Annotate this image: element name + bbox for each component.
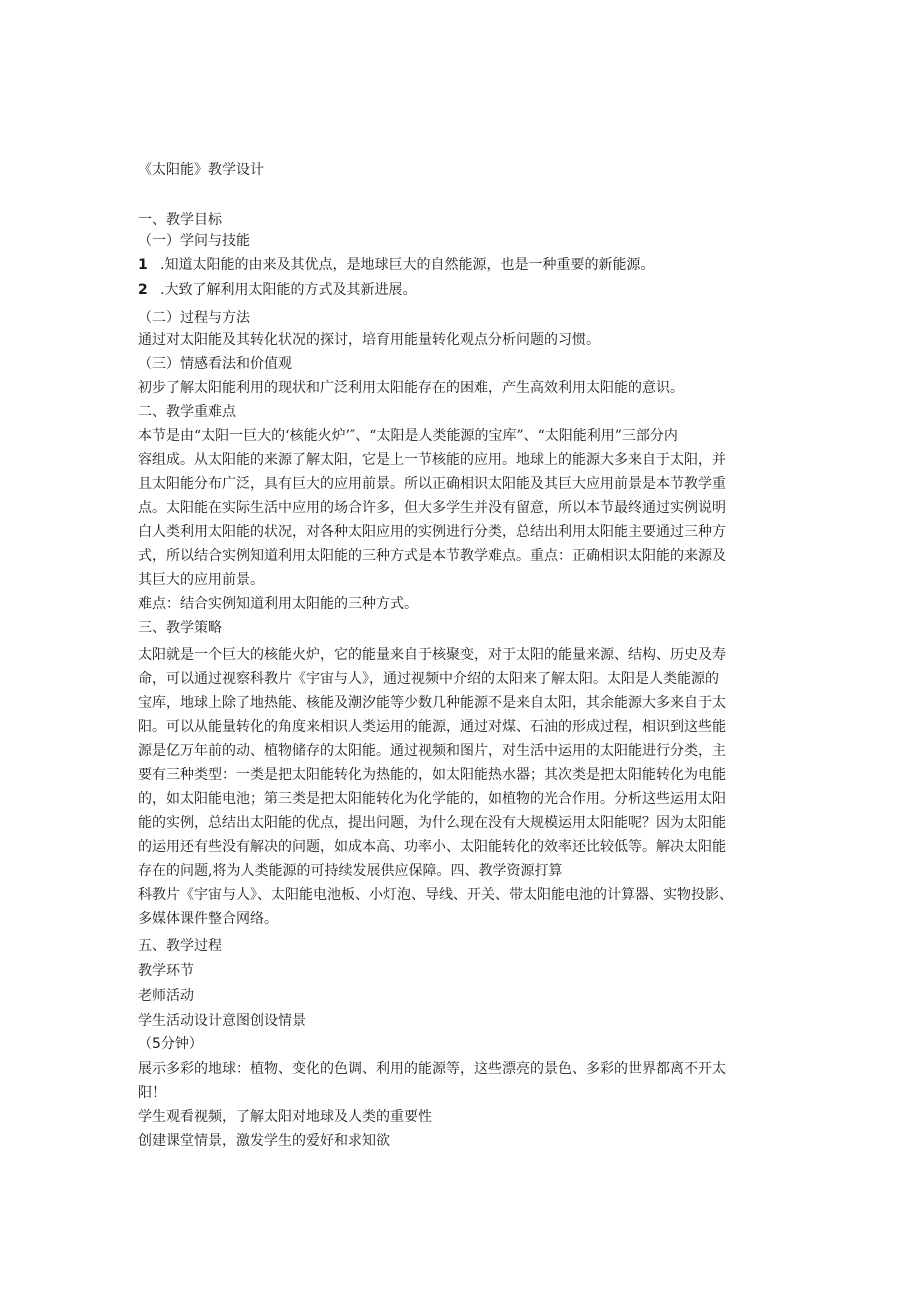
paragraph-difficulty: 难点：结合实例知道利用太阳能的三种方式。 — [138, 596, 418, 612]
paragraph-line: 学生观看视频，了解太阳对地球及人类的重要性 — [138, 1109, 432, 1125]
paragraph-line: 点。太阳能在实际生活中应用的场合许多，但大多学生并没有留意，所以本节最终通过实例说明 — [138, 500, 726, 516]
section-heading-1: 一、教学目标 — [138, 212, 222, 228]
paragraph-line: 太阳就是一个巨大的核能火炉，它的能量来自于核聚变，对于太阳的能量来源、结构、历史及寿 — [138, 647, 726, 663]
paragraph-line: 容组成。从太阳能的来源了解太阳，它是上一节核能的应用。地球上的能源大多来自于太阳，并 — [138, 452, 726, 468]
subsection-heading-1a: （一）学问与技能 — [138, 233, 250, 249]
paragraph-line: 阳。可以从能量转化的角度来相识人类运用的能源，通过对煤、石油的形成过程，相识到这些能 — [138, 719, 726, 735]
paragraph-line: 命，可以通过视察科教片《宇宙与人》，通过视频中介绍的太阳来了解太阳。太阳是人类能源的 — [138, 671, 719, 687]
subsection-heading-1b: （二）过程与方法 — [138, 310, 250, 326]
paragraph-line: 能的实例，总结出太阳能的优点，提出问题，为什么现在没有大规模运用太阳能呢？因为太阳能 — [138, 815, 726, 831]
paragraph-line: 源是亿万年前的动、植物储存的太阳能。通过视频和图片，对生活中运用的太阳能进行分类，主 — [138, 743, 726, 759]
section-heading-2: 二、教学重难点 — [138, 404, 236, 420]
paragraph-line: 展示多彩的地球：植物、变化的色调、利用的能源等，这些漂亮的景色、多彩的世界都离不开太 — [138, 1061, 726, 1077]
paragraph-line: 多媒体课件整合网络。 — [138, 911, 278, 927]
section-heading-3: 三、教学策略 — [138, 620, 222, 636]
list-item-number: 2 — [138, 282, 148, 298]
subsection-heading-1c: （三）情感看法和价值观 — [138, 356, 292, 372]
section-heading-5: 五、教学过程 — [138, 938, 222, 954]
paragraph-line: 的运用还有些没有解决的问题，如成本高、功率小、太阳能转化的效率还比较低等。解决太阳能 — [138, 839, 726, 855]
paragraph-line: 宝库，地球上除了地热能、核能及潮汐能等少数几种能源不是来自太阳，其余能源大多来自于太 — [138, 695, 726, 711]
paragraph-line: 阳！ — [138, 1085, 166, 1101]
list-item-number: 1 — [138, 257, 148, 273]
paragraph-line: 式，所以结合实例知道利用太阳能的三种方式是本节教学难点。重点：正确相识太阳能的来源及 — [138, 548, 726, 564]
paragraph-line: 的，如太阳能电池；第三类是把太阳能转化为化学能的，如植物的光合作用。分析这些运用太阳 — [138, 791, 726, 807]
paragraph-line: 本节是由“太阳一巨大的‘核能火炉’″、“太阳是人类能源的宝库”、“太阳能利用”三部分内 — [138, 428, 678, 444]
table-header-link: 教学环节 — [138, 963, 194, 979]
paragraph-line: 科教片《宇宙与人》、太阳能电池板、小灯泡、导线、开关、带太阳能电池的计算器、实物投影、 — [138, 887, 733, 903]
paragraph-emotion: 初步了解太阳能利用的现状和广泛利用太阳能存在的困难，产生高效利用太阳能的意识。 — [138, 380, 684, 396]
table-header-teacher: 老师活动 — [138, 988, 194, 1004]
list-item-text: .大致了解利用太阳能的方式及其新进展。 — [160, 282, 417, 298]
paragraph-line: 要有三种类型：一类是把太阳能转化为热能的，如太阳能热水器；其次类是把太阳能转化为电能 — [138, 767, 726, 783]
paragraph-line: 创建课堂情景，激发学生的爱好和求知欲 — [138, 1133, 390, 1149]
paragraph-line: 其巨大的应用前景。 — [138, 572, 264, 588]
list-item — [138, 256, 654, 274]
duration-label: （5分钟） — [138, 1036, 203, 1052]
paragraph-line: 且太阳能分布广泛，具有巨大的应用前景。所以正确相识太阳能及其巨大应用前景是本节教学重 — [138, 476, 726, 492]
list-item-text: .知道太阳能的由来及其优点，是地球巨大的自然能源，也是一种重要的新能源。 — [160, 257, 655, 273]
doc-title: 《太阳能》教学设计 — [138, 162, 264, 178]
paragraph-method: 通过对太阳能及其转化状况的探讨，培育用能量转化观点分析问题的习惯。 — [138, 332, 600, 348]
table-header-student-intent: 学生活动设计意图创设情景 — [138, 1013, 306, 1029]
paragraph-line: 白人类利用太阳能的状况，对各种太阳应用的实例进行分类，总结出利用太阳能主要通过三种方 — [138, 524, 726, 540]
paragraph-line: 存在的问题,将为人类能源的可持续发展供应保障。四、教学资源打算 — [138, 863, 563, 879]
list-item — [138, 281, 416, 299]
